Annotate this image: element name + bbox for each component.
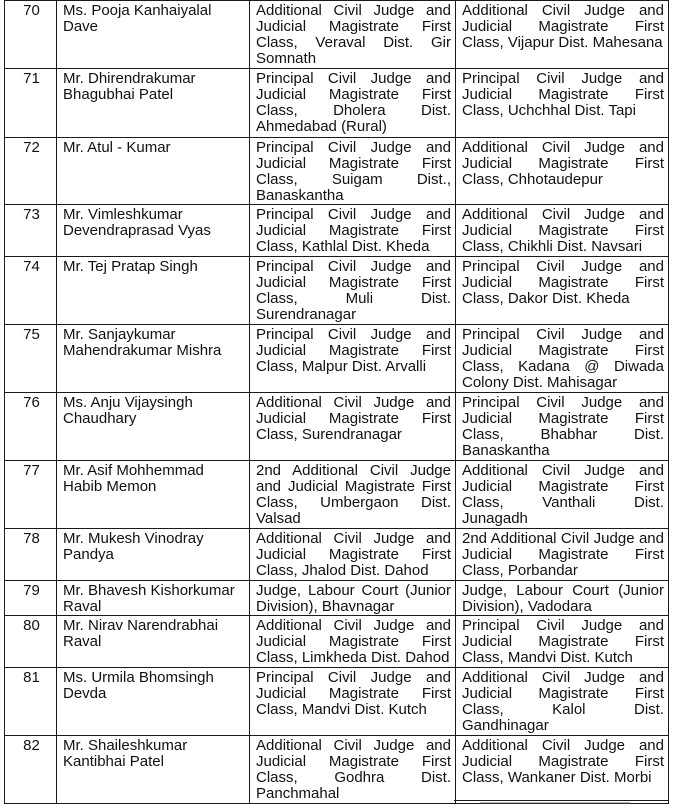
officer-name: Ms. Pooja Kanhaiyalal Dave [57, 1, 250, 69]
officer-name: Mr. Sanjaykumar Mahendrakumar Mishra [57, 325, 250, 393]
table-row [5, 581, 669, 616]
officer-name: Mr. Tej Pratap Singh [57, 257, 250, 325]
present-posting: Additional Civil Judge and Judicial Magistrate First Class, Jhalod Dist. Dahod [250, 529, 456, 581]
new-posting: Additional Civil Judge and Judicial Magistrate First Class, Kalol Dist. Gandhinagar [456, 668, 669, 736]
officer-name: Mr. Dhirendrakumar Bhagubhai Patel [57, 69, 250, 138]
serial-number: 81 [5, 668, 57, 736]
present-posting: Judge, Labour Court (Junior Division), Bhavnagar [250, 581, 456, 616]
new-posting: Principal Civil Judge and Judicial Magistrate First Class, Dakor Dist. Kheda [456, 257, 669, 325]
table-row [5, 668, 669, 736]
officer-name: Mr. Mukesh Vinodray Pandya [57, 529, 250, 581]
table-row [5, 69, 669, 138]
present-posting: Principal Civil Judge and Judicial Magistrate First Class, Malpur Dist. Arvalli [250, 325, 456, 393]
officer-name: Ms. Anju Vijaysingh Chaudhary [57, 393, 250, 461]
new-posting: Judge, Labour Court (Junior Division), Vadodara [456, 581, 669, 616]
transfer-table-body [5, 1, 669, 804]
present-posting: Additional Civil Judge and Judicial Magistrate First Class, Surendranagar [250, 393, 456, 461]
serial-number: 76 [5, 393, 57, 461]
serial-number: 70 [5, 1, 57, 69]
present-posting: Additional Civil Judge and Judicial Magistrate First Class, Veraval Dist. Gir Somnath [250, 1, 456, 69]
present-posting: Principal Civil Judge and Judicial Magistrate First Class, Dholera Dist. Ahmedabad (Rural) [250, 69, 456, 138]
table-row [5, 736, 669, 804]
officer-name: Mr. Shaileshkumar Kantibhai Patel [57, 736, 250, 804]
officer-name: Ms. Urmila Bhomsingh Devda [57, 668, 250, 736]
serial-number: 79 [5, 581, 57, 616]
new-posting: Principal Civil Judge and Judicial Magistrate First Class, Mandvi Dist. Kutch [456, 616, 669, 668]
new-posting: Principal Civil Judge and Judicial Magistrate First Class, Kadana @ Diwada Colony Dist. Mahisagar [456, 325, 669, 393]
serial-number: 71 [5, 69, 57, 138]
officer-name: Mr. Bhavesh Kishorkumar Raval [57, 581, 250, 616]
table-row [5, 325, 669, 393]
officer-name: Mr. Atul - Kumar [57, 138, 250, 205]
new-posting: Additional Civil Judge and Judicial Magistrate First Class, Chikhli Dist. Navsari [456, 205, 669, 257]
officer-name: Mr. Nirav Narendrabhai Raval [57, 616, 250, 668]
present-posting: Additional Civil Judge and Judicial Magistrate First Class, Godhra Dist. Panchmahal [250, 736, 456, 804]
new-posting: Additional Civil Judge and Judicial Magistrate First Class, Vanthali Dist. Junagadh [456, 461, 669, 529]
present-posting: Principal Civil Judge and Judicial Magistrate First Class, Mandvi Dist. Kutch [250, 668, 456, 736]
serial-number: 73 [5, 205, 57, 257]
table-row [5, 393, 669, 461]
present-posting: Principal Civil Judge and Judicial Magistrate First Class, Kathlal Dist. Kheda [250, 205, 456, 257]
serial-number: 78 [5, 529, 57, 581]
new-posting: Additional Civil Judge and Judicial Magistrate First Class, Vijapur Dist. Mahesana [456, 1, 669, 69]
present-posting: 2nd Additional Civil Judge and Judicial Magistrate First Class, Umbergaon Dist. Valsad [250, 461, 456, 529]
new-posting: Principal Civil Judge and Judicial Magistrate First Class, Bhabhar Dist. Banaskantha [456, 393, 669, 461]
serial-number: 72 [5, 138, 57, 205]
serial-number: 80 [5, 616, 57, 668]
present-posting: Additional Civil Judge and Judicial Magistrate First Class, Limkheda Dist. Dahod [250, 616, 456, 668]
new-posting: 2nd Additional Civil Judge and Judicial Magistrate First Class, Porbandar [456, 529, 669, 581]
cut-off-text-fragment [480, 802, 630, 804]
table-row [5, 1, 669, 69]
new-posting: Principal Civil Judge and Judicial Magistrate First Class, Uchchhal Dist. Tapi [456, 69, 669, 138]
present-posting: Principal Civil Judge and Judicial Magistrate First Class, Suigam Dist., Banaskantha [250, 138, 456, 205]
transfer-list-page [4, 0, 668, 804]
serial-number: 74 [5, 257, 57, 325]
table-row [5, 205, 669, 257]
serial-number: 75 [5, 325, 57, 393]
officer-name: Mr. Asif Mohhemmad Habib Memon [57, 461, 250, 529]
serial-number: 77 [5, 461, 57, 529]
new-posting: Additional Civil Judge and Judicial Magistrate First Class, Wankaner Dist. Morbi [456, 736, 669, 804]
table-row [5, 616, 669, 668]
table-row [5, 529, 669, 581]
table-row [5, 461, 669, 529]
officer-name: Mr. Vimleshkumar Devendraprasad Vyas [57, 205, 250, 257]
table-row [5, 138, 669, 205]
serial-number: 82 [5, 736, 57, 804]
table-row [5, 257, 669, 325]
transfer-table [4, 0, 669, 804]
new-posting: Additional Civil Judge and Judicial Magistrate First Class, Chhotaudepur [456, 138, 669, 205]
present-posting: Principal Civil Judge and Judicial Magistrate First Class, Muli Dist. Surendranagar [250, 257, 456, 325]
